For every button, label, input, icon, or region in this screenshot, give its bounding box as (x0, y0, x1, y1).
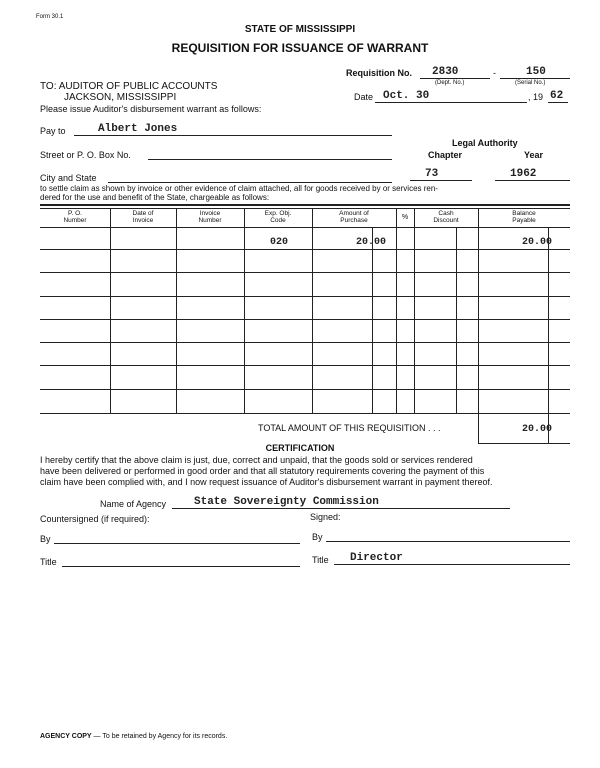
date-label: Date (354, 92, 374, 102)
city-label: City and State (40, 173, 97, 183)
certification-line-1: I hereby certify that the above claim is just, due, correct and unpaid, that the goods sold or services rendered (40, 455, 473, 465)
certification-heading: CERTIFICATION (265, 443, 335, 453)
year-prefix: , 19 (528, 92, 544, 102)
percent-header: % (401, 214, 409, 221)
table-row-exp-code: 020 (270, 237, 289, 248)
exp-obj-code-header: Exp. Obj. Code (264, 210, 292, 224)
table-row-amount: 20.00 (356, 237, 387, 248)
to-line-2: JACKSON, MISSISSIPPI (64, 92, 177, 103)
total-value: 20.00 (522, 424, 553, 435)
requisition-label: Requisition No. (346, 68, 412, 78)
form-title: REQUISITION FOR ISSUANCE OF WARRANT (171, 41, 429, 55)
invoice-number-header: Invoice Number (198, 210, 222, 224)
settle-text-1: to settle claim as shown by invoice or other evidence of claim attached, all for goods received by or services ren- (40, 184, 438, 193)
year-value: 1962 (510, 168, 537, 180)
date-value: Oct. 30 (383, 90, 430, 102)
signed-title-value: Director (350, 552, 403, 564)
dept-no-caption: (Dept. No.) (435, 80, 465, 86)
signed-label: Signed: (310, 512, 341, 522)
legal-authority-label: Legal Authority (452, 138, 518, 148)
serial-no-caption: (Serial No.) (515, 80, 546, 86)
countersigned-label: Countersigned (if required): (40, 514, 150, 524)
agency-label: Name of Agency (100, 499, 167, 509)
year-suffix-value: 62 (550, 90, 564, 102)
agency-value: State Sovereignty Commission (194, 496, 379, 508)
by-label-left: By (40, 534, 51, 544)
table-row-balance: 20.00 (522, 237, 553, 248)
title-label-right: Title (312, 555, 329, 565)
balance-payable-header: Balance Payable (512, 210, 536, 224)
settle-text-2: dered for the use and benefit of the State, chargeable as follows: (40, 193, 270, 202)
dept-no-value: 2830 (432, 66, 459, 78)
total-label: TOTAL AMOUNT OF THIS REQUISITION . . . (258, 423, 441, 433)
amount-of-purchase-header: Amount of Purchase (339, 210, 369, 224)
footer-note (40, 733, 227, 740)
by-label-right: By (312, 532, 323, 542)
to-line-1: TO: AUDITOR OF PUBLIC ACCOUNTS (40, 81, 218, 92)
pay-to-label: Pay to (40, 126, 66, 136)
form-number: Form 30.1 (36, 14, 64, 20)
certification-line-2: have been delivered or performed in good order and that all statutory requirements covering the payment of this (40, 466, 485, 476)
po-header: P. O. Number (63, 210, 87, 224)
cash-discount-header: Cash Discount (433, 210, 459, 224)
footer-rest: — To be retained by Agency for its records. (91, 733, 228, 740)
chapter-value: 73 (425, 168, 439, 180)
dash: - (493, 68, 496, 78)
state-heading: STATE OF MISSISSIPPI (244, 24, 356, 35)
pay-to-value: Albert Jones (98, 123, 178, 135)
title-label-left: Title (40, 557, 57, 567)
certification-line-3: claim have been complied with, and I now request issuance of Auditor's disbursement warrant in payment thereof. (40, 477, 493, 487)
chapter-label: Chapter (428, 150, 463, 160)
agency-copy-label: AGENCY COPY (40, 733, 92, 740)
instruction: Please issue Auditor's disbursement warrant as follows: (40, 104, 262, 114)
date-of-invoice-header: Date of Invoice (132, 210, 154, 224)
year-label: Year (524, 150, 544, 160)
serial-no-value: 150 (526, 66, 546, 78)
street-label: Street or P. O. Box No. (40, 150, 131, 160)
